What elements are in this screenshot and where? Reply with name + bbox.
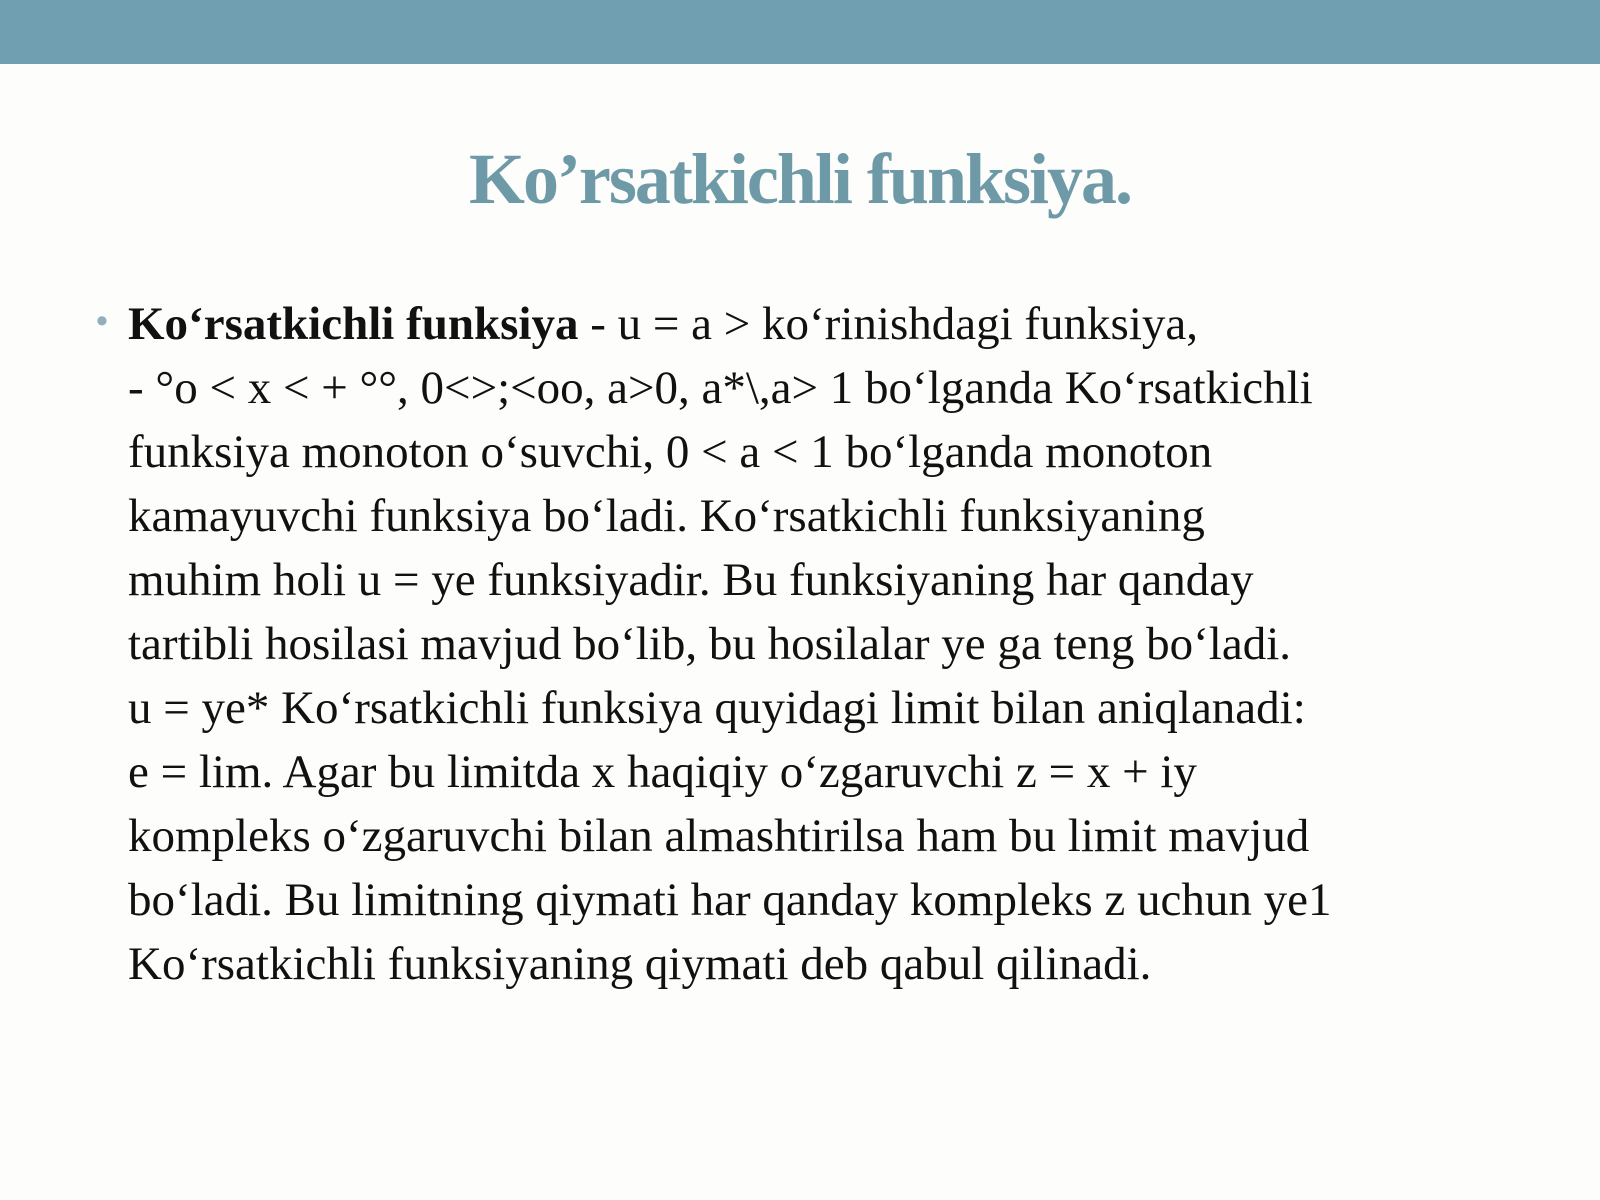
bullet-marker: • <box>96 302 108 340</box>
lead-term: Ko‘rsatkichli funksiya <box>128 298 579 350</box>
slide-title: Ko’rsatkichli funksiya. <box>468 139 1132 219</box>
paragraph-body: - u = a > ko‘rinishdagi funksiya, - °o < x < + °°, 0<>;<oo, a>0, a*\,a> 1 bo‘lganda Ko‘rsatkichli funksiya monoton o‘suvchi, 0 < a < 1 bo‘lganda monoton kamayuvchi funksiya bo‘ladi. Ko‘rsatkichli funksiyaning muhim holi u = ye funksiyadir. Bu funksiyaning har qanday tartibli hosilasi mavjud bo‘lib, bu hosilalar ye ga teng bo‘ladi. u = ye* Ko‘rsatkichli funksiya quyidagi limit bilan aniqlanadi: e = lim. Agar bu limitda x haqiqiy o‘zgaruvchi z = x + iy kompleks o‘zgaruvchi bilan almashtirilsa ham bu limit mavjud bo‘ladi. Bu limitning qiymati har qanday kompleks z uchun ye1 Ko‘rsatkichli funksiyaning qiymati deb qabul qilinadi. <box>128 298 1332 990</box>
bullet-paragraph <box>96 292 1536 996</box>
top-accent-bar <box>0 0 1600 64</box>
slide-content <box>96 292 1536 996</box>
